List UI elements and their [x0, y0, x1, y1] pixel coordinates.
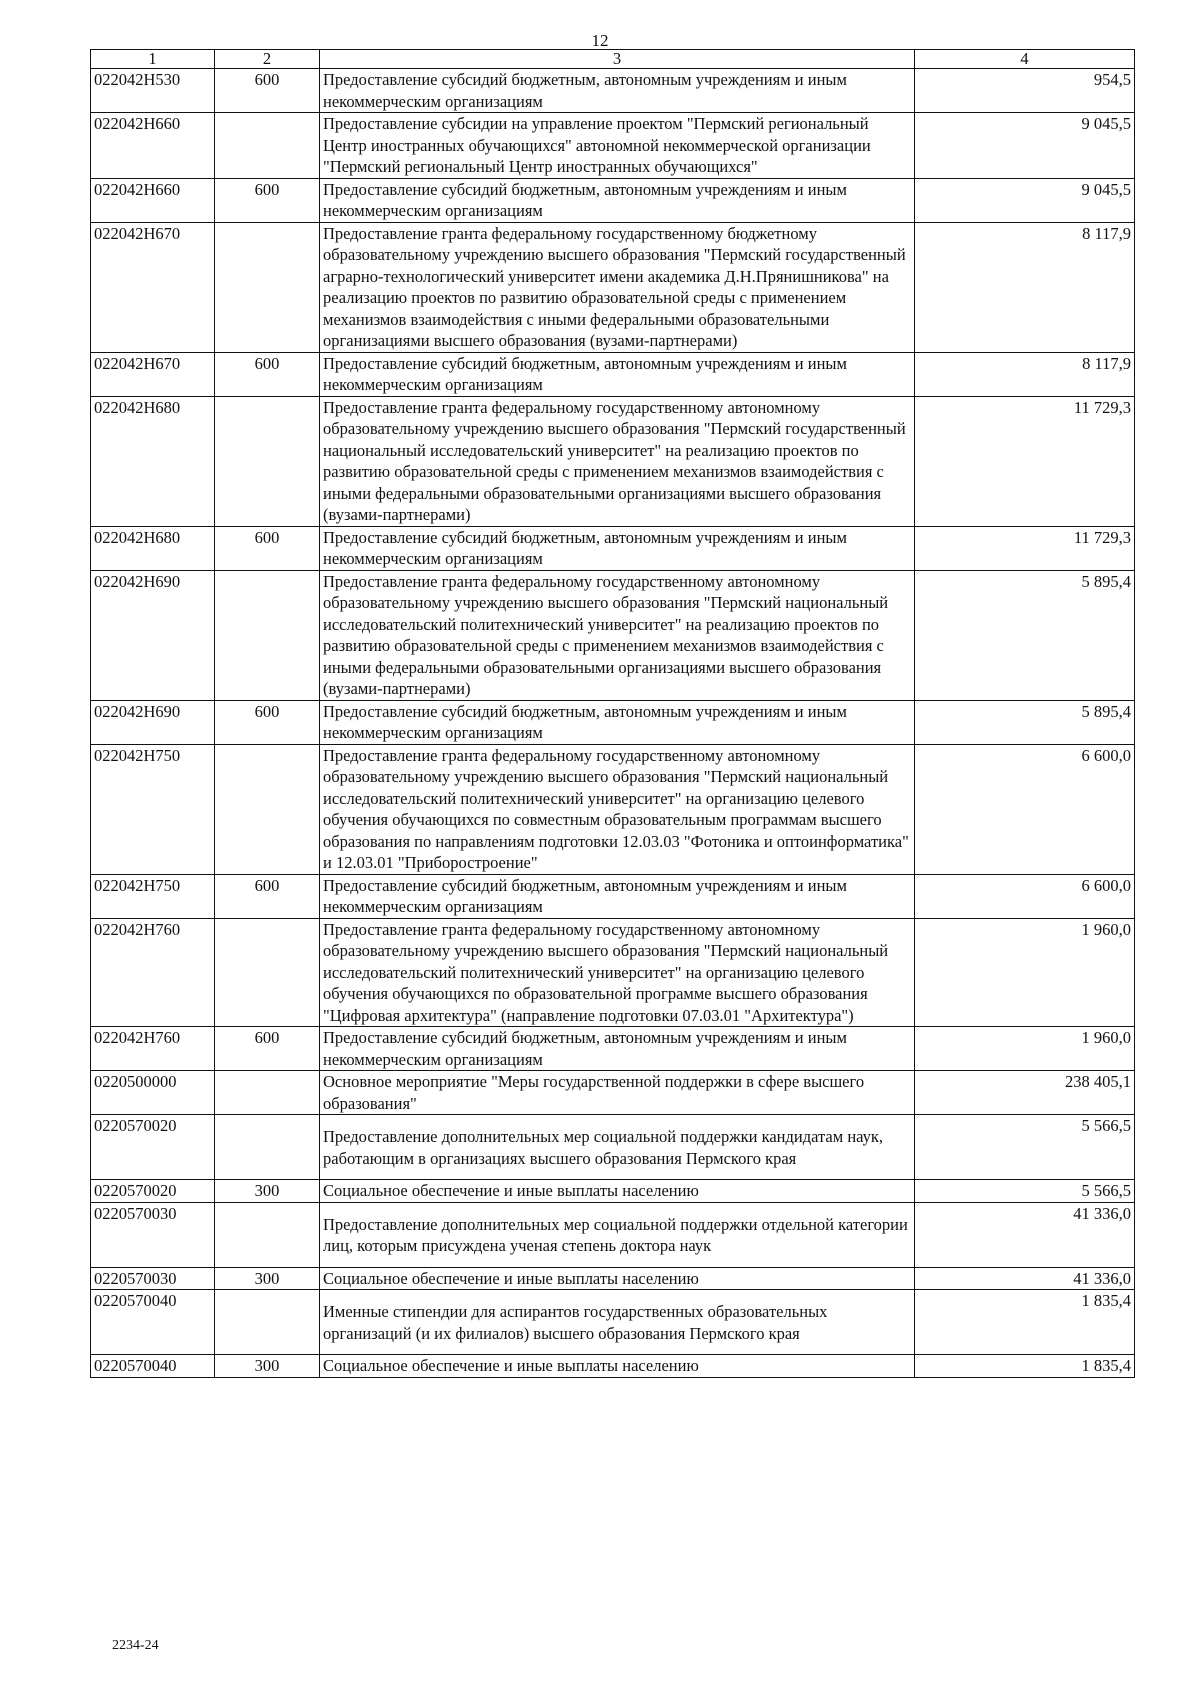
row-description: Предоставление субсидий бюджетным, автономным учреждениям и иным некоммерческим организациям — [320, 526, 915, 570]
target-article-code: 0220570040 — [91, 1290, 215, 1355]
expense-type-code: 600 — [215, 1027, 320, 1071]
row-description: Предоставление дополнительных мер социальной поддержки отдельной категории лиц, которым присуждена ученая степень доктора наук — [320, 1202, 915, 1267]
row-amount: 5 895,4 — [915, 700, 1135, 744]
row-amount: 11 729,3 — [915, 526, 1135, 570]
target-article-code: 0220570020 — [91, 1180, 215, 1203]
table-row — [91, 744, 1135, 874]
row-amount: 11 729,3 — [915, 396, 1135, 526]
column-header-4: 4 — [915, 50, 1135, 69]
table-row — [91, 113, 1135, 179]
target-article-code: 022042Н530 — [91, 69, 215, 113]
row-description: Социальное обеспечение и иные выплаты населению — [320, 1355, 915, 1378]
table-row — [91, 396, 1135, 526]
column-header-3: 3 — [320, 50, 915, 69]
expense-type-code — [215, 744, 320, 874]
expense-type-code: 600 — [215, 69, 320, 113]
target-article-code: 0220500000 — [91, 1071, 215, 1115]
expense-type-code — [215, 222, 320, 352]
expense-type-code — [215, 1115, 320, 1180]
row-amount: 238 405,1 — [915, 1071, 1135, 1115]
row-description: Предоставление дополнительных мер социальной поддержки кандидатам наук, работающим в организациях высшего образования Пермского края — [320, 1115, 915, 1180]
row-amount: 954,5 — [915, 69, 1135, 113]
row-amount: 5 566,5 — [915, 1115, 1135, 1180]
row-description: Именные стипендии для аспирантов государственных образовательных организаций (и их филиалов) высшего образования Пермского края — [320, 1290, 915, 1355]
expense-type-code: 600 — [215, 352, 320, 396]
table-row — [91, 1290, 1135, 1355]
table-row — [91, 1115, 1135, 1180]
expense-type-code — [215, 570, 320, 700]
target-article-code: 022042Н690 — [91, 570, 215, 700]
row-description: Предоставление субсидий бюджетным, автономным учреждениям и иным некоммерческим организациям — [320, 1027, 915, 1071]
target-article-code: 022042Н760 — [91, 918, 215, 1027]
row-amount: 6 600,0 — [915, 874, 1135, 918]
target-article-code: 022042Н670 — [91, 352, 215, 396]
row-amount: 8 117,9 — [915, 222, 1135, 352]
target-article-code: 022042Н680 — [91, 526, 215, 570]
table-row — [91, 69, 1135, 113]
target-article-code: 0220570030 — [91, 1202, 215, 1267]
row-amount: 5 566,5 — [915, 1180, 1135, 1203]
table-row — [91, 874, 1135, 918]
target-article-code: 022042Н760 — [91, 1027, 215, 1071]
expense-type-code: 300 — [215, 1355, 320, 1378]
column-header-1: 1 — [91, 50, 215, 69]
row-amount: 5 895,4 — [915, 570, 1135, 700]
table-row — [91, 918, 1135, 1027]
row-amount: 8 117,9 — [915, 352, 1135, 396]
table-row — [91, 352, 1135, 396]
expense-type-code — [215, 1202, 320, 1267]
row-amount: 41 336,0 — [915, 1202, 1135, 1267]
expense-type-code — [215, 1290, 320, 1355]
target-article-code: 0220570020 — [91, 1115, 215, 1180]
table-row — [91, 1027, 1135, 1071]
row-description: Предоставление субсидий бюджетным, автономным учреждениям и иным некоммерческим организациям — [320, 69, 915, 113]
table-row — [91, 178, 1135, 222]
target-article-code: 022042Н660 — [91, 178, 215, 222]
row-amount: 1 960,0 — [915, 918, 1135, 1027]
target-article-code: 022042Н670 — [91, 222, 215, 352]
expense-type-code: 300 — [215, 1267, 320, 1290]
table-row — [91, 700, 1135, 744]
row-description: Предоставление гранта федеральному государственному автономному образовательному учреждению высшего образования "Пермский государственный национальный исследовательский университет" на реализацию проектов по развитию образовательной среды с применением механизмов взаимодействия с иными федеральными образовательными организациями высшего образования (вузами-партнерами) — [320, 396, 915, 526]
row-description: Предоставление гранта федеральному государственному автономному образовательному учреждению высшего образования "Пермский национальный исследовательский политехнический университет" на организацию целевого обучения обучающихся по совместным образовательным программам высшего образования по направлениям подготовки 12.03.03 "Фотоника и оптоинформатика" и 12.03.01 "Приборостроение" — [320, 744, 915, 874]
expense-type-code — [215, 396, 320, 526]
row-description: Предоставление гранта федеральному государственному автономному образовательному учреждению высшего образования "Пермский национальный исследовательский политехнический университет" на организацию целевого обучения обучающихся по образовательной программе высшего образования "Цифровая архитектура" (направление подготовки 07.03.01 "Архитектура") — [320, 918, 915, 1027]
target-article-code: 022042Н690 — [91, 700, 215, 744]
target-article-code: 0220570030 — [91, 1267, 215, 1290]
row-description: Предоставление гранта федеральному государственному бюджетному образовательному учреждению высшего образования "Пермский государственный аграрно-технологический университет имени академика Д.Н.Прянишникова" на реализацию проектов по развитию образовательной среды с применением механизмов взаимодействия с иными федеральными образовательными организациями высшего образования (вузами-партнерами) — [320, 222, 915, 352]
row-description: Социальное обеспечение и иные выплаты населению — [320, 1267, 915, 1290]
expense-type-code: 600 — [215, 874, 320, 918]
table-row — [91, 1267, 1135, 1290]
expense-type-code — [215, 918, 320, 1027]
table-row — [91, 1180, 1135, 1203]
column-header-2: 2 — [215, 50, 320, 69]
table-row — [91, 1071, 1135, 1115]
expense-type-code: 600 — [215, 526, 320, 570]
expense-type-code — [215, 113, 320, 179]
row-amount: 6 600,0 — [915, 744, 1135, 874]
target-article-code: 022042Н750 — [91, 874, 215, 918]
target-article-code: 0220570040 — [91, 1355, 215, 1378]
row-amount: 41 336,0 — [915, 1267, 1135, 1290]
row-description: Социальное обеспечение и иные выплаты населению — [320, 1180, 915, 1203]
row-description: Предоставление субсидий бюджетным, автономным учреждениям и иным некоммерческим организациям — [320, 352, 915, 396]
expense-type-code: 300 — [215, 1180, 320, 1203]
table-row — [91, 526, 1135, 570]
target-article-code: 022042Н680 — [91, 396, 215, 526]
target-article-code: 022042Н750 — [91, 744, 215, 874]
document-id: 2234-24 — [112, 1638, 159, 1653]
row-amount: 9 045,5 — [915, 113, 1135, 179]
row-description: Предоставление субсидии на управление проектом "Пермский региональный Центр иностранных обучающихся" автономной некоммерческой организации "Пермский региональный Центр иностранных обучающихся" — [320, 113, 915, 179]
row-amount: 1 835,4 — [915, 1355, 1135, 1378]
budget-table — [90, 49, 1135, 1378]
row-description: Предоставление субсидий бюджетным, автономным учреждениям и иным некоммерческим организациям — [320, 700, 915, 744]
table-row — [91, 1355, 1135, 1378]
table-row — [91, 1202, 1135, 1267]
table-row — [91, 222, 1135, 352]
target-article-code: 022042Н660 — [91, 113, 215, 179]
row-description: Предоставление субсидий бюджетным, автономным учреждениям и иным некоммерческим организациям — [320, 178, 915, 222]
expense-type-code: 600 — [215, 178, 320, 222]
row-description: Предоставление гранта федеральному государственному автономному образовательному учреждению высшего образования "Пермский национальный исследовательский политехнический университет" на реализацию проектов по развитию образовательной среды с применением механизмов взаимодействия с иными федеральными образовательными организациями высшего образования (вузами-партнерами) — [320, 570, 915, 700]
row-amount: 1 835,4 — [915, 1290, 1135, 1355]
row-description: Предоставление субсидий бюджетным, автономным учреждениям и иным некоммерческим организациям — [320, 874, 915, 918]
row-amount: 9 045,5 — [915, 178, 1135, 222]
table-header-row — [91, 50, 1135, 69]
row-description: Основное мероприятие "Меры государственной поддержки в сфере высшего образования" — [320, 1071, 915, 1115]
expense-type-code — [215, 1071, 320, 1115]
table-row — [91, 570, 1135, 700]
page-number: 12 — [591, 31, 609, 50]
row-amount: 1 960,0 — [915, 1027, 1135, 1071]
expense-type-code: 600 — [215, 700, 320, 744]
